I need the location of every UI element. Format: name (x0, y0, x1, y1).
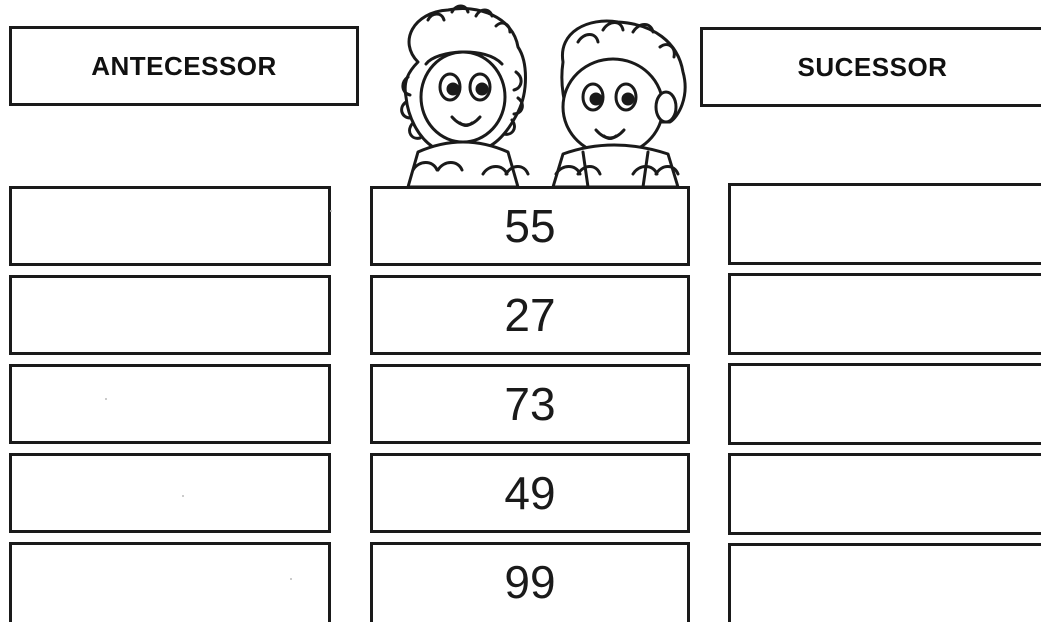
sucessor-header-label: SUCESSOR (797, 51, 948, 82)
sucessor-blank-4[interactable] (728, 453, 1041, 535)
antecessor-header-label: ANTECESSOR (91, 50, 277, 81)
scan-speck (330, 210, 332, 212)
antecessor-blank-4[interactable] (9, 453, 331, 533)
number-box-5 (370, 542, 690, 622)
scan-speck (290, 578, 292, 580)
sucessor-header (700, 27, 1041, 107)
number-value: 73 (504, 378, 556, 430)
girl-face (421, 52, 505, 142)
sucessor-blank-3[interactable] (728, 363, 1041, 445)
number-value: 49 (504, 467, 556, 519)
boy-face (563, 59, 663, 155)
antecessor-blank-1[interactable] (9, 186, 331, 266)
sucessor-blank-5[interactable] (728, 543, 1041, 622)
scan-speck (182, 495, 184, 497)
scan-speck (105, 398, 107, 400)
number-box-4 (370, 453, 690, 533)
number-value: 55 (504, 200, 556, 252)
antecessor-blank-3[interactable] (9, 364, 331, 444)
sucessor-blank-1[interactable] (728, 183, 1041, 265)
number-box-1 (370, 186, 690, 266)
number-box-2 (370, 275, 690, 355)
number-box-3 (370, 364, 690, 444)
number-value: 99 (504, 556, 556, 608)
antecessor-blank-5[interactable] (9, 542, 331, 622)
kids-illustration (378, 2, 708, 192)
sucessor-blank-2[interactable] (728, 273, 1041, 355)
antecessor-header (9, 26, 359, 106)
number-value: 27 (504, 289, 556, 341)
antecessor-blank-2[interactable] (9, 275, 331, 355)
